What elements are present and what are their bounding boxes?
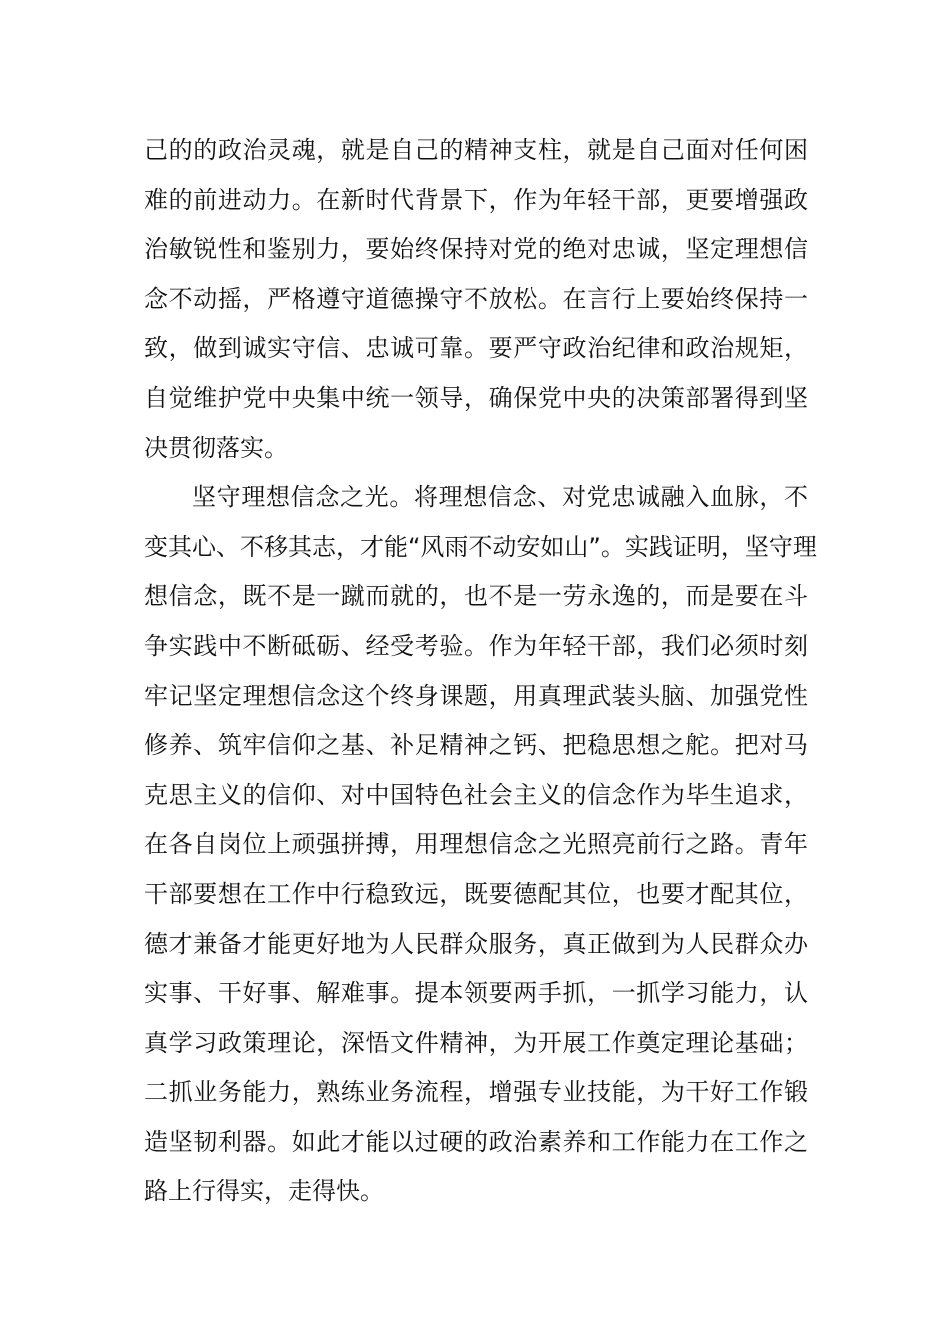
paragraph-2 — [144, 473, 817, 1217]
text-line: 坚守理想信念之光。将理想信念、对党忠诚融入血脉，不 — [192, 483, 808, 512]
text-line: 牢记坚定理想信念这个终身课题，用真理武装头脑、加强党性 — [144, 681, 808, 710]
text-line: 致，做到诚实守信、忠诚可靠。要严守政治纪律和政治规矩， — [144, 334, 808, 363]
text-line: 争实践中不断砥砺、经受考验。作为年轻干部，我们必须时刻 — [144, 631, 808, 660]
text-line: 路上行得实，走得快。 — [144, 1177, 384, 1206]
text-line: 实事、干好事、解难事。提本领要两手抓，一抓学习能力，认 — [144, 979, 808, 1008]
paragraph-1 — [144, 126, 808, 473]
text-line: 自觉维护党中央集中统一领导，确保党中央的决策部署得到坚 — [144, 383, 808, 412]
text-line: 干部要想在工作中行稳致远，既要德配其位，也要才配其位， — [144, 879, 808, 908]
text-line: 在各自岗位上顽强拼搏，用理想信念之光照亮前行之路。青年 — [144, 830, 808, 859]
text-line: 真学习政策理论，深悟文件精神，为开展工作奠定理论基础； — [144, 1028, 808, 1057]
text-line: 修养、筑牢信仰之基、补足精神之钙、把稳思想之舵。把对马 — [144, 731, 808, 760]
text-line: 变其心、不移其志，才能“风雨不动安如山”。实践证明，坚守理 — [144, 532, 817, 561]
text-line: 克思主义的信仰、对中国特色社会主义的信念作为毕生追求， — [144, 780, 808, 809]
text-line: 治敏锐性和鉴别力，要始终保持对党的绝对忠诚，坚定理想信 — [144, 235, 808, 264]
text-line: 二抓业务能力，熟练业务流程，增强专业技能，为干好工作锻 — [144, 1078, 808, 1107]
text-line: 造坚韧利器。如此才能以过硬的政治素养和工作能力在工作之 — [144, 1127, 808, 1156]
text-line: 难的前进动力。在新时代背景下，作为年轻干部，更要增强政 — [144, 185, 808, 214]
text-line: 想信念，既不是一蹴而就的，也不是一劳永逸的，而是要在斗 — [144, 582, 808, 611]
text-line: 己的的政治灵魂，就是自己的精神支柱，就是自己面对任何困 — [144, 136, 808, 164]
text-line: 决贯彻落实。 — [144, 433, 288, 462]
text-line: 德才兼备才能更好地为人民群众服务，真正做到为人民群众办 — [144, 929, 808, 958]
text-line: 念不动摇，严格遵守道德操守不放松。在言行上要始终保持一 — [144, 284, 808, 313]
body-text — [144, 126, 817, 1217]
